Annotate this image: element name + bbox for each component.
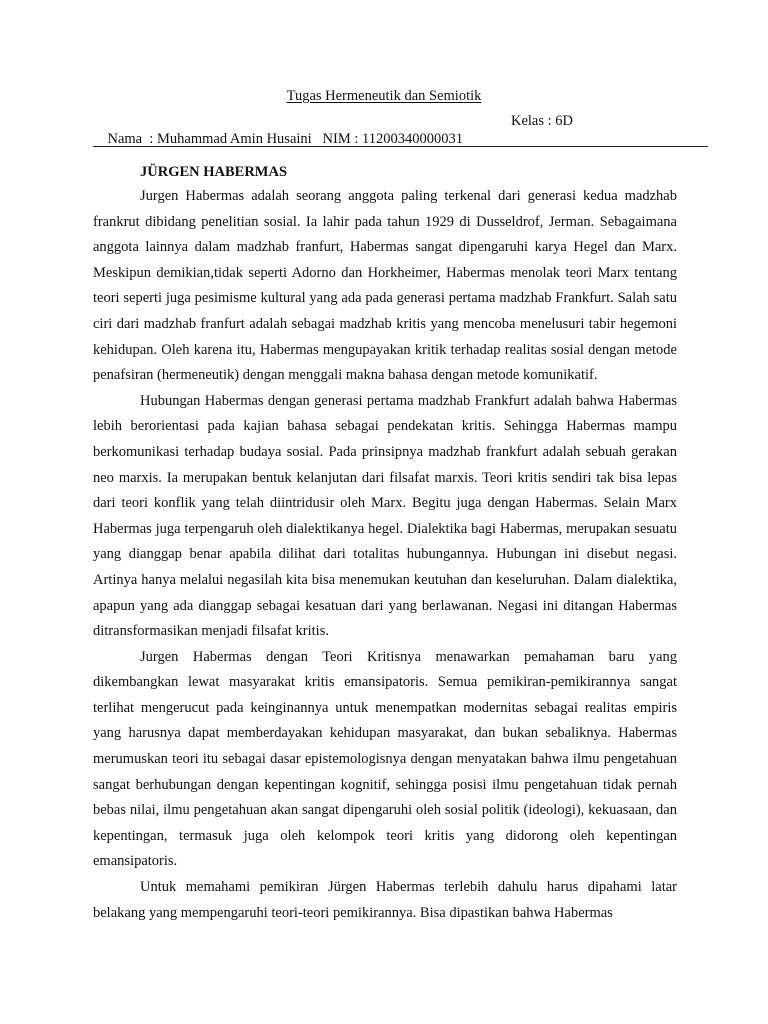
paragraph-4: Untuk memahami pemikiran Jürgen Habermas terlebih dahulu harus dipahami latar belakang yang mempengaruhi teori-teori pemikirannya. Bisa dipastikan bahwa Habermas	[93, 879, 677, 921]
student-info-line	[93, 112, 713, 147]
document-title	[0, 87, 768, 105]
paragraph-1: Jurgen Habermas adalah seorang anggota paling terkenal dari generasi kedua madzhab frankrut dibidang penelitian sosial. Ia lahir pada tahun 1929 di Dusseldrof, Jerman. Sebagaimana anggota lainnya dalam madzhab franfurt, Habermas sangat dipengaruhi karya Hegel dan Marx. Meskipun demikian,tidak seperti Adorno dan Horkheimer, Habermas menolak teori Marx tentang teori seperti juga pesimisme kultural yang ada pada generasi pertama madzhab Frankfurt. Salah satu ciri dari madzhab franfurt adalah sebagai madzhab kritis yang mencoba menelusuri tabir hegemoni kehidupan. Oleh karena itu, Habermas mengupayakan kritik terhadap realitas sosial dengan metode penafsiran (hermeneutik) dengan menggali makna bahasa dengan metode komunikatif.	[93, 188, 677, 384]
paragraph-3: Jurgen Habermas dengan Teori Kritisnya menawarkan pemahaman baru yang dikembangkan lewat masyarakat kritis emansipatoris. Semua pemikiran-pemikirannya sangat terlihat mengerucut pada keinginannya untuk menempatkan modernitas sebagai realitas empiris yang harusnya dapat memberdayakan kehidupan masyarakat, dan bukan sebaliknya. Habermas merumuskan teori itu sebagai dasar epistemologisnya dengan menyatakan bahwa ilmu pengetahuan sangat berhubungan dengan kepentingan kognitif, sehingga posisi ilmu pengetahuan tidak pernah bebas nilai, ilmu pengetahuan akan sangat dipengaruhi oleh sosial politik (ideologi), kekuasaan, dan kepentingan, termasuk juga oleh kelompok teori kritis yang didorong oleh kepentingan emansipatoris.	[93, 648, 677, 870]
student-name-nim: Nama : Muhammad Amin Husaini NIM : 11200340000031	[107, 131, 463, 147]
student-class: Kelas : 6D	[511, 113, 574, 129]
paragraph-2: Hubungan Habermas dengan generasi pertama madzhab Frankfurt adalah bahwa Habermas lebih berorientasi pada kajian bahasa sebagai pendekatan kritis. Sehingga Habermas mampu berkomunikasi terhadap budaya sosial. Pada prinsipnya madzhab frankfurt adalah sebuah gerakan neo marxis. Ia merupakan bentuk kelanjutan dari filsafat marxis. Teori kritis sendiri tak bisa lepas dari teori konflik yang telah diintridusir oleh Marx. Begitu juga dengan Habermas. Selain Marx Habermas juga terpengaruh oleh dialektikanya hegel. Dialektika bagi Habermas, merupakan sesuatu yang dianggap benar apabila dilihat dari totalitas hubungannya. Hubungan ini disebut negasi. Artinya hanya melalui negasilah kita bisa menemukan keutuhan dan keseluruhan. Dalam dialektika, apapun yang ada dianggap sebagai kesatuan dari yang berlawanan. Negasi ini ditangan Habermas ditransformasikan menjadi filsafat kritis.	[93, 392, 677, 640]
document-title-text: Tugas Hermeneutik dan Semiotik	[286, 88, 482, 104]
section-body	[93, 184, 677, 926]
section-heading: JÜRGEN HABERMAS	[140, 164, 288, 180]
header-divider	[93, 146, 708, 147]
